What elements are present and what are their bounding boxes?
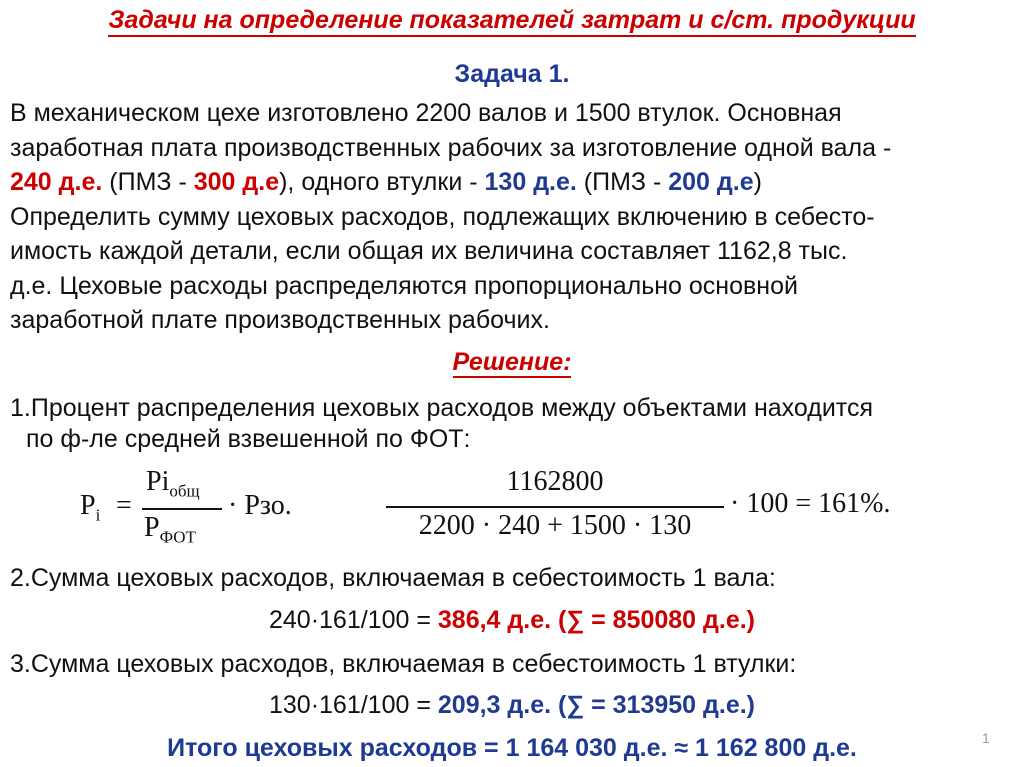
text-fragment: ) — [753, 168, 762, 196]
pmz-shaft: 300 д.е — [193, 168, 280, 196]
step3-calc-expr: 130·161/100 = — [268, 691, 438, 719]
problem-line: В механическом цехе изготовлено 2200 валов и 1500 втулок. Основная — [10, 99, 842, 127]
text-fragment: ), одного втулки - — [279, 168, 485, 196]
wage-bushing: 130 д.е. — [484, 168, 577, 196]
formula-lhs-p: P — [80, 490, 96, 521]
formula-num-text: Pi — [146, 466, 170, 497]
problem-line: Определить сумму цеховых расходов, подлежащих включению в себесто- — [10, 202, 875, 231]
step2-calc — [0, 606, 1024, 635]
formula-den-sub: ФОТ — [159, 527, 196, 547]
text-fragment: (ПМЗ - — [576, 168, 669, 196]
calc-numerator: 1162800 — [506, 466, 604, 497]
formula-equals: = — [116, 490, 132, 521]
formula-tail: · Pзо. — [228, 490, 292, 521]
solution-heading — [0, 348, 1024, 377]
step1-line1: 1.Процент распределения цеховых расходов между объектами находится — [10, 394, 874, 422]
problem-line: имость каждой детали, если общая их величина составляет 1162,8 тыс. — [10, 237, 848, 265]
formula-lhs-sub: i — [95, 505, 101, 525]
formula-denominator — [144, 512, 196, 548]
task-heading: Задача 1. — [454, 60, 570, 88]
calc-denominator: 2200 · 240 + 1500 · 130 — [418, 510, 692, 541]
fraction-bar — [142, 508, 222, 510]
problem-line: заработная плата производственных рабочих за изготовление одной вала - — [10, 133, 892, 162]
step3-calc-result: 209,3 д.е. (∑ = 313950 д.е.) — [437, 691, 756, 719]
text-fragment: (ПМЗ - — [102, 168, 194, 196]
formula-weighted-average — [80, 466, 320, 552]
formula-den-text: P — [144, 512, 160, 543]
calc-result: · 100 = 161%. — [730, 488, 891, 519]
pmz-bushing: 200 д.е — [668, 168, 754, 196]
formula-numerator — [146, 466, 200, 502]
wage-shaft: 240 д.е. — [10, 168, 103, 196]
step2-text: 2.Сумма цеховых расходов, включаемая в себестоимость 1 вала: — [10, 564, 776, 592]
slide-title-text: Задачи на определение показателей затрат и с/ст. продукции — [108, 6, 915, 37]
step2-calc-expr: 240·161/100 = — [268, 606, 438, 634]
formula-calculation — [386, 466, 946, 552]
problem-statement — [10, 96, 1020, 338]
step3-text: 3.Сумма цеховых расходов, включаемая в себестоимость 1 втулки: — [10, 650, 797, 678]
slide-title — [0, 6, 1024, 35]
formula-num-sub: общ — [169, 481, 200, 501]
problem-line: д.е. Цеховые расходы распределяются пропорционально основной — [10, 271, 798, 300]
step2-calc-result: 386,4 д.е. (∑ = 850080 д.е.) — [437, 606, 756, 634]
page-number: 1 — [982, 730, 990, 746]
formula-lhs — [80, 490, 100, 526]
total-line: Итого цеховых расходов = 1 164 030 д.е. ≈ 1 162 800 д.е. — [167, 734, 857, 762]
problem-line-wages — [10, 165, 1020, 200]
fraction-bar — [386, 506, 724, 508]
step3-calc — [0, 691, 1024, 720]
problem-line: заработной плате производственных рабочих. — [10, 306, 550, 334]
solution-heading-text: Решение: — [452, 348, 572, 376]
step1-line2: по ф-ле средней взвешенной по ФОТ: — [26, 425, 471, 453]
